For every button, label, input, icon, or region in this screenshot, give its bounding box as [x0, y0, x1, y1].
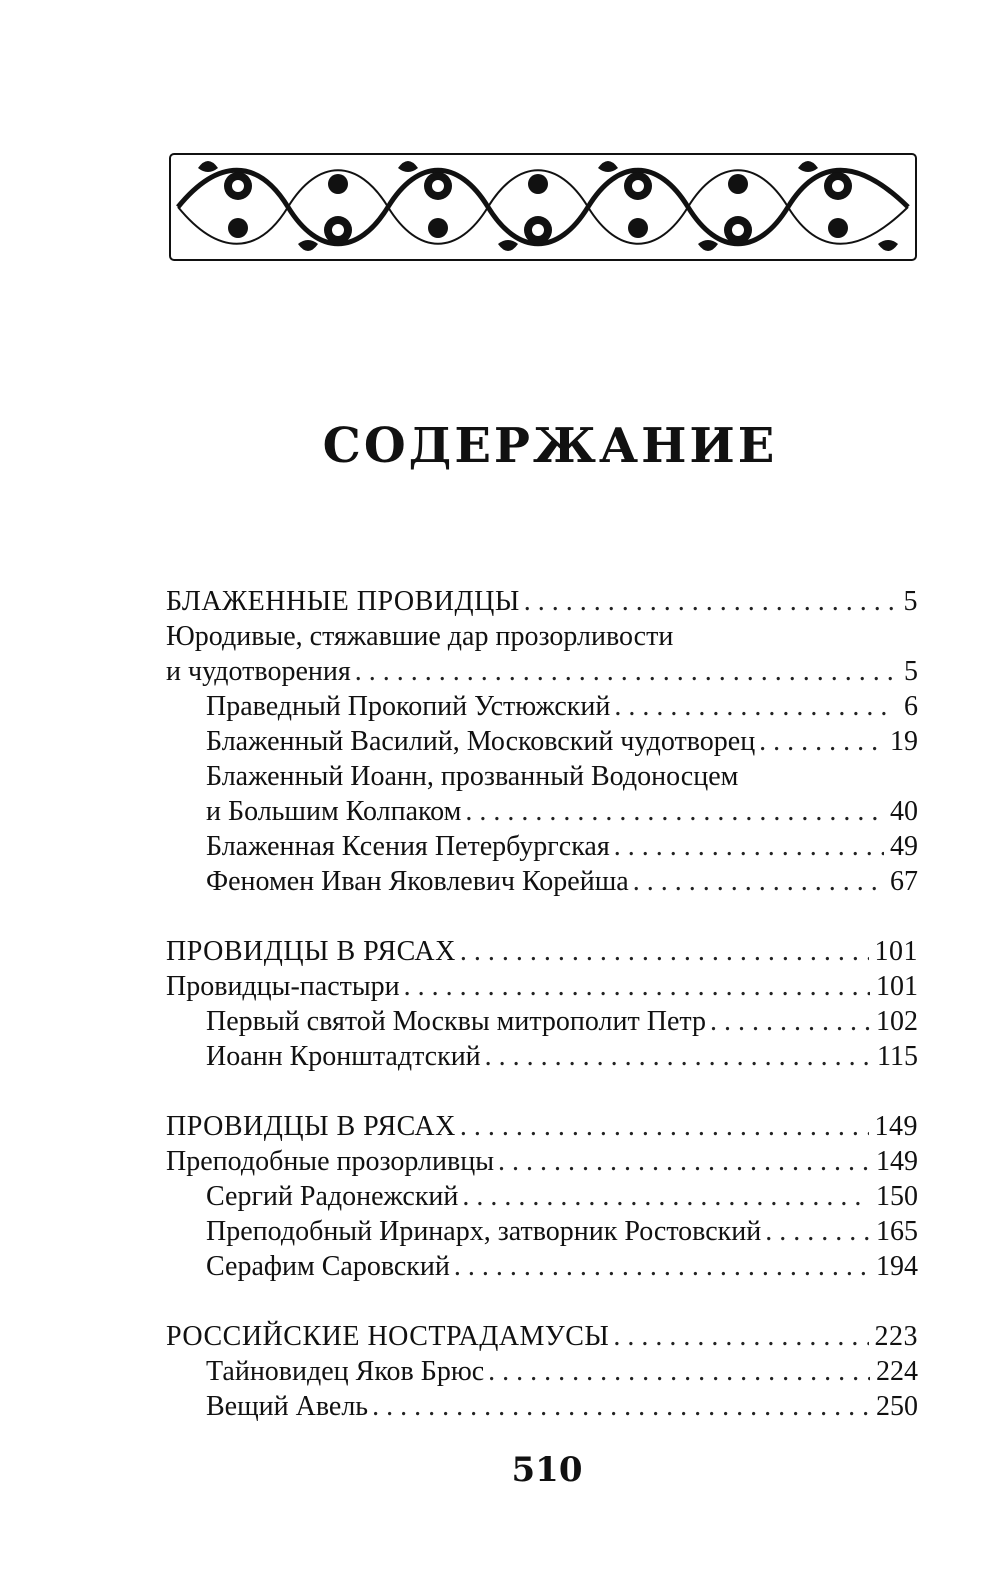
toc-entry-label: БЛАЖЕННЫЕ ПРОВИДЦЫ [166, 586, 520, 617]
toc-entry[interactable] [166, 1004, 918, 1039]
toc-entry-label: Праведный Прокопий Устюжский [206, 691, 611, 722]
toc-entry-page: 67 [890, 866, 918, 897]
dot-leader [488, 1354, 870, 1389]
toc-entry-label: Юродивые, стяжавшие дар прозорливости [166, 621, 674, 652]
toc-entry[interactable] [166, 1249, 918, 1284]
section-gap [166, 1074, 918, 1109]
dot-leader [633, 864, 884, 899]
toc-entry-label: Иоанн Кронштадтский [206, 1041, 481, 1072]
dot-leader [710, 1004, 870, 1039]
toc-entry-label: Вещий Авель [206, 1391, 369, 1422]
dot-leader [614, 689, 894, 724]
toc-entry-section3[interactable] [166, 1109, 918, 1144]
toc-entry-label: Первый святой Москвы митрополит Петр [206, 1006, 706, 1037]
toc-entry-label: Тайновидец Яков Брюс [206, 1356, 485, 1387]
toc-entry-label: и Большим Колпаком [206, 796, 462, 827]
toc-entry-label: Преподобный Иринарх, затворник Ростовский [206, 1216, 762, 1247]
toc-entry[interactable] [166, 1214, 918, 1249]
toc-entry-page: 19 [890, 726, 918, 757]
toc-entry-section1[interactable] [166, 584, 918, 619]
dot-leader [460, 934, 869, 969]
dot-leader [524, 584, 894, 619]
dot-leader [498, 1144, 870, 1179]
toc-entry-page: 5 [903, 586, 918, 617]
toc-entry-label: Провидцы-пастыри [166, 971, 400, 1002]
toc-entry-label: Блаженный Василий, Московский чудотворец [206, 726, 756, 757]
toc-entry-section1-sub[interactable] [166, 654, 918, 689]
dot-leader [460, 1109, 869, 1144]
dot-leader [485, 1039, 871, 1074]
toc-entry-page: 6 [904, 691, 918, 722]
toc-entry-page: 5 [904, 656, 918, 687]
toc-entry[interactable] [166, 724, 918, 759]
dot-leader [614, 829, 884, 864]
toc-entry-section4[interactable] [166, 1319, 918, 1354]
page-number: 510 [511, 1450, 583, 1490]
toc-entry-section2[interactable] [166, 934, 918, 969]
dot-leader [765, 1214, 870, 1249]
toc-entry-label: Блаженная Ксения Петербургская [206, 831, 610, 862]
toc-entry[interactable] [166, 1354, 918, 1389]
toc-entry-section3-sub[interactable] [166, 1144, 918, 1179]
toc-entry-line [166, 619, 918, 654]
toc-entry-page: 101 [874, 936, 918, 967]
toc-entry-page: 149 [876, 1146, 918, 1177]
toc-entry[interactable] [166, 1179, 918, 1214]
toc-entry[interactable] [166, 829, 918, 864]
toc-entry-page: 102 [876, 1006, 918, 1037]
toc-entry-label: Серафим Саровский [206, 1251, 450, 1282]
section-gap [166, 1284, 918, 1319]
table-of-contents [166, 584, 918, 1424]
toc-entry-label: ПРОВИДЦЫ В РЯСАХ [166, 1111, 456, 1142]
toc-entry-page: 101 [876, 971, 918, 1002]
toc-entry-label: РОССИЙСКИЕ НОСТРАДАМУСЫ [166, 1321, 610, 1352]
toc-entry-page: 250 [876, 1391, 918, 1422]
toc-entry-page: 223 [874, 1321, 918, 1352]
page-title: СОДЕРЖАНИЕ [322, 418, 778, 474]
dot-leader [462, 1179, 870, 1214]
toc-entry-page: 224 [876, 1356, 918, 1387]
toc-entry[interactable] [166, 864, 918, 899]
dot-leader [355, 654, 894, 689]
toc-entry-label: Блаженный Иоанн, прозванный Водоносцем [206, 761, 739, 792]
toc-entry-label: Феномен Иван Яковлевич Корейша [206, 866, 629, 897]
toc-entry-page: 165 [876, 1216, 918, 1247]
toc-entry-label: ПРОВИДЦЫ В РЯСАХ [166, 936, 456, 967]
toc-entry-section2-sub[interactable] [166, 969, 918, 1004]
dot-leader [404, 969, 870, 1004]
dot-leader [759, 724, 884, 759]
toc-entry-page: 149 [874, 1111, 918, 1142]
dot-leader [454, 1249, 870, 1284]
toc-entry[interactable] [166, 1389, 918, 1424]
toc-entry-label: и чудотворения [166, 656, 351, 687]
dot-leader [465, 794, 884, 829]
section-gap [166, 899, 918, 934]
toc-entry-page: 150 [876, 1181, 918, 1212]
toc-entry[interactable] [166, 689, 918, 724]
toc-entry-label: Сергий Радонежский [206, 1181, 459, 1212]
toc-entry-line [166, 759, 918, 794]
dot-leader [372, 1389, 870, 1424]
dot-leader [613, 1319, 868, 1354]
toc-entry-label: Преподобные прозорливцы [166, 1146, 495, 1177]
toc-entry-page: 40 [890, 796, 918, 827]
toc-entry[interactable] [166, 794, 918, 829]
toc-entry-page: 49 [890, 831, 918, 862]
toc-entry-page: 115 [877, 1041, 918, 1072]
floral-scroll-border-icon [168, 148, 918, 266]
toc-entry[interactable] [166, 1039, 918, 1074]
toc-entry-page: 194 [876, 1251, 918, 1282]
